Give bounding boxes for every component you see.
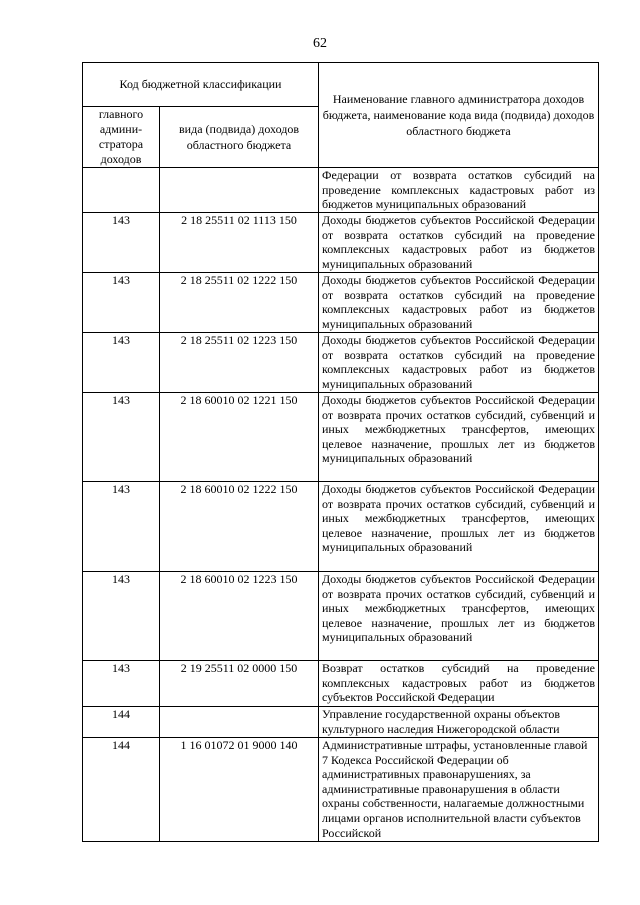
admin-code-cell: 143: [83, 333, 160, 393]
revenue-code-cell: 2 18 25511 02 1113 150: [160, 213, 319, 273]
admin-code-cell: 144: [83, 738, 160, 842]
table-row: [83, 333, 599, 393]
revenue-name-cell: Доходы бюджетов субъектов Российской Федерации от возврата остатков субсидий на проведение комплексных кадастровых работ из бюджетов муниципальных образований: [319, 273, 599, 333]
revenue-code-cell: 2 18 25511 02 1222 150: [160, 273, 319, 333]
table-row: [83, 168, 599, 213]
table-row: [83, 393, 599, 482]
revenue-name-cell: Федерации от возврата остатков субсидий на проведение комплексных кадастровых работ из бюджетов муниципальных образований: [319, 168, 599, 213]
table-row: [83, 273, 599, 333]
table-row: [83, 213, 599, 273]
revenue-code-cell: 1 16 01072 01 9000 140: [160, 738, 319, 842]
table-row: [83, 738, 599, 842]
revenue-name-cell: Доходы бюджетов субъектов Российской Федерации от возврата прочих остатков субсидий, субвенций и иных межбюджетных трансфертов, имеющих целевое назначение, прошлых лет из бюджетов муниципальных образований: [319, 482, 599, 572]
header-admin-column: главного админи-стратора доходов: [83, 107, 160, 168]
revenue-code-cell: 2 19 25511 02 0000 150: [160, 661, 319, 707]
revenue-name-cell: Управление государственной охраны объектов культурного наследия Нижегородской области: [319, 707, 599, 738]
header-code-column: вида (подвида) доходов областного бюджета: [160, 107, 319, 168]
revenue-code-cell: 2 18 25511 02 1223 150: [160, 333, 319, 393]
table-body: [83, 168, 599, 842]
table-header: [83, 63, 599, 168]
header-code-group: Код бюджетной классификации: [83, 63, 319, 107]
revenue-code-cell: [160, 168, 319, 213]
table-row: [83, 707, 599, 738]
page-number: 62: [313, 36, 327, 51]
revenue-name-cell: Доходы бюджетов субъектов Российской Федерации от возврата остатков субсидий на проведение комплексных кадастровых работ из бюджетов муниципальных образований: [319, 213, 599, 273]
revenue-code-cell: 2 18 60010 02 1223 150: [160, 572, 319, 661]
admin-code-cell: 143: [83, 661, 160, 707]
admin-code-cell: 143: [83, 213, 160, 273]
revenue-name-cell: Доходы бюджетов субъектов Российской Федерации от возврата остатков субсидий на проведение комплексных кадастровых работ из бюджетов муниципальных образований: [319, 333, 599, 393]
admin-code-cell: [83, 168, 160, 213]
header-name-column: Наименование главного администратора доходов бюджета, наименование кода вида (подвида) доходов областного бюджета: [319, 63, 599, 168]
revenue-name-cell: Административные штрафы, установленные главой 7 Кодекса Российской Федерации об административных правонарушениях, за административные правонарушения в области охраны собственности, налагаемые должностными лицами органов исполнительной власти субъектов Российской: [319, 738, 599, 842]
revenue-code-cell: 2 18 60010 02 1222 150: [160, 482, 319, 572]
revenue-name-cell: Доходы бюджетов субъектов Российской Федерации от возврата прочих остатков субсидий, субвенций и иных межбюджетных трансфертов, имеющих целевое назначение, прошлых лет из бюджетов муниципальных образований: [319, 393, 599, 482]
revenue-name-cell: Возврат остатков субсидий на проведение комплексных кадастровых работ из бюджетов субъектов Российской Федерации: [319, 661, 599, 707]
admin-code-cell: 143: [83, 572, 160, 661]
revenue-name-cell: Доходы бюджетов субъектов Российской Федерации от возврата прочих остатков субсидий, субвенций и иных межбюджетных трансфертов, имеющих целевое назначение, прошлых лет из бюджетов муниципальных образований: [319, 572, 599, 661]
admin-code-cell: 143: [83, 393, 160, 482]
admin-code-cell: 143: [83, 273, 160, 333]
revenue-code-cell: 2 18 60010 02 1221 150: [160, 393, 319, 482]
table-row: [83, 482, 599, 572]
table-row: [83, 661, 599, 707]
admin-code-cell: 143: [83, 482, 160, 572]
table-row: [83, 572, 599, 661]
revenue-code-cell: [160, 707, 319, 738]
budget-classification-table: [82, 62, 599, 842]
admin-code-cell: 144: [83, 707, 160, 738]
